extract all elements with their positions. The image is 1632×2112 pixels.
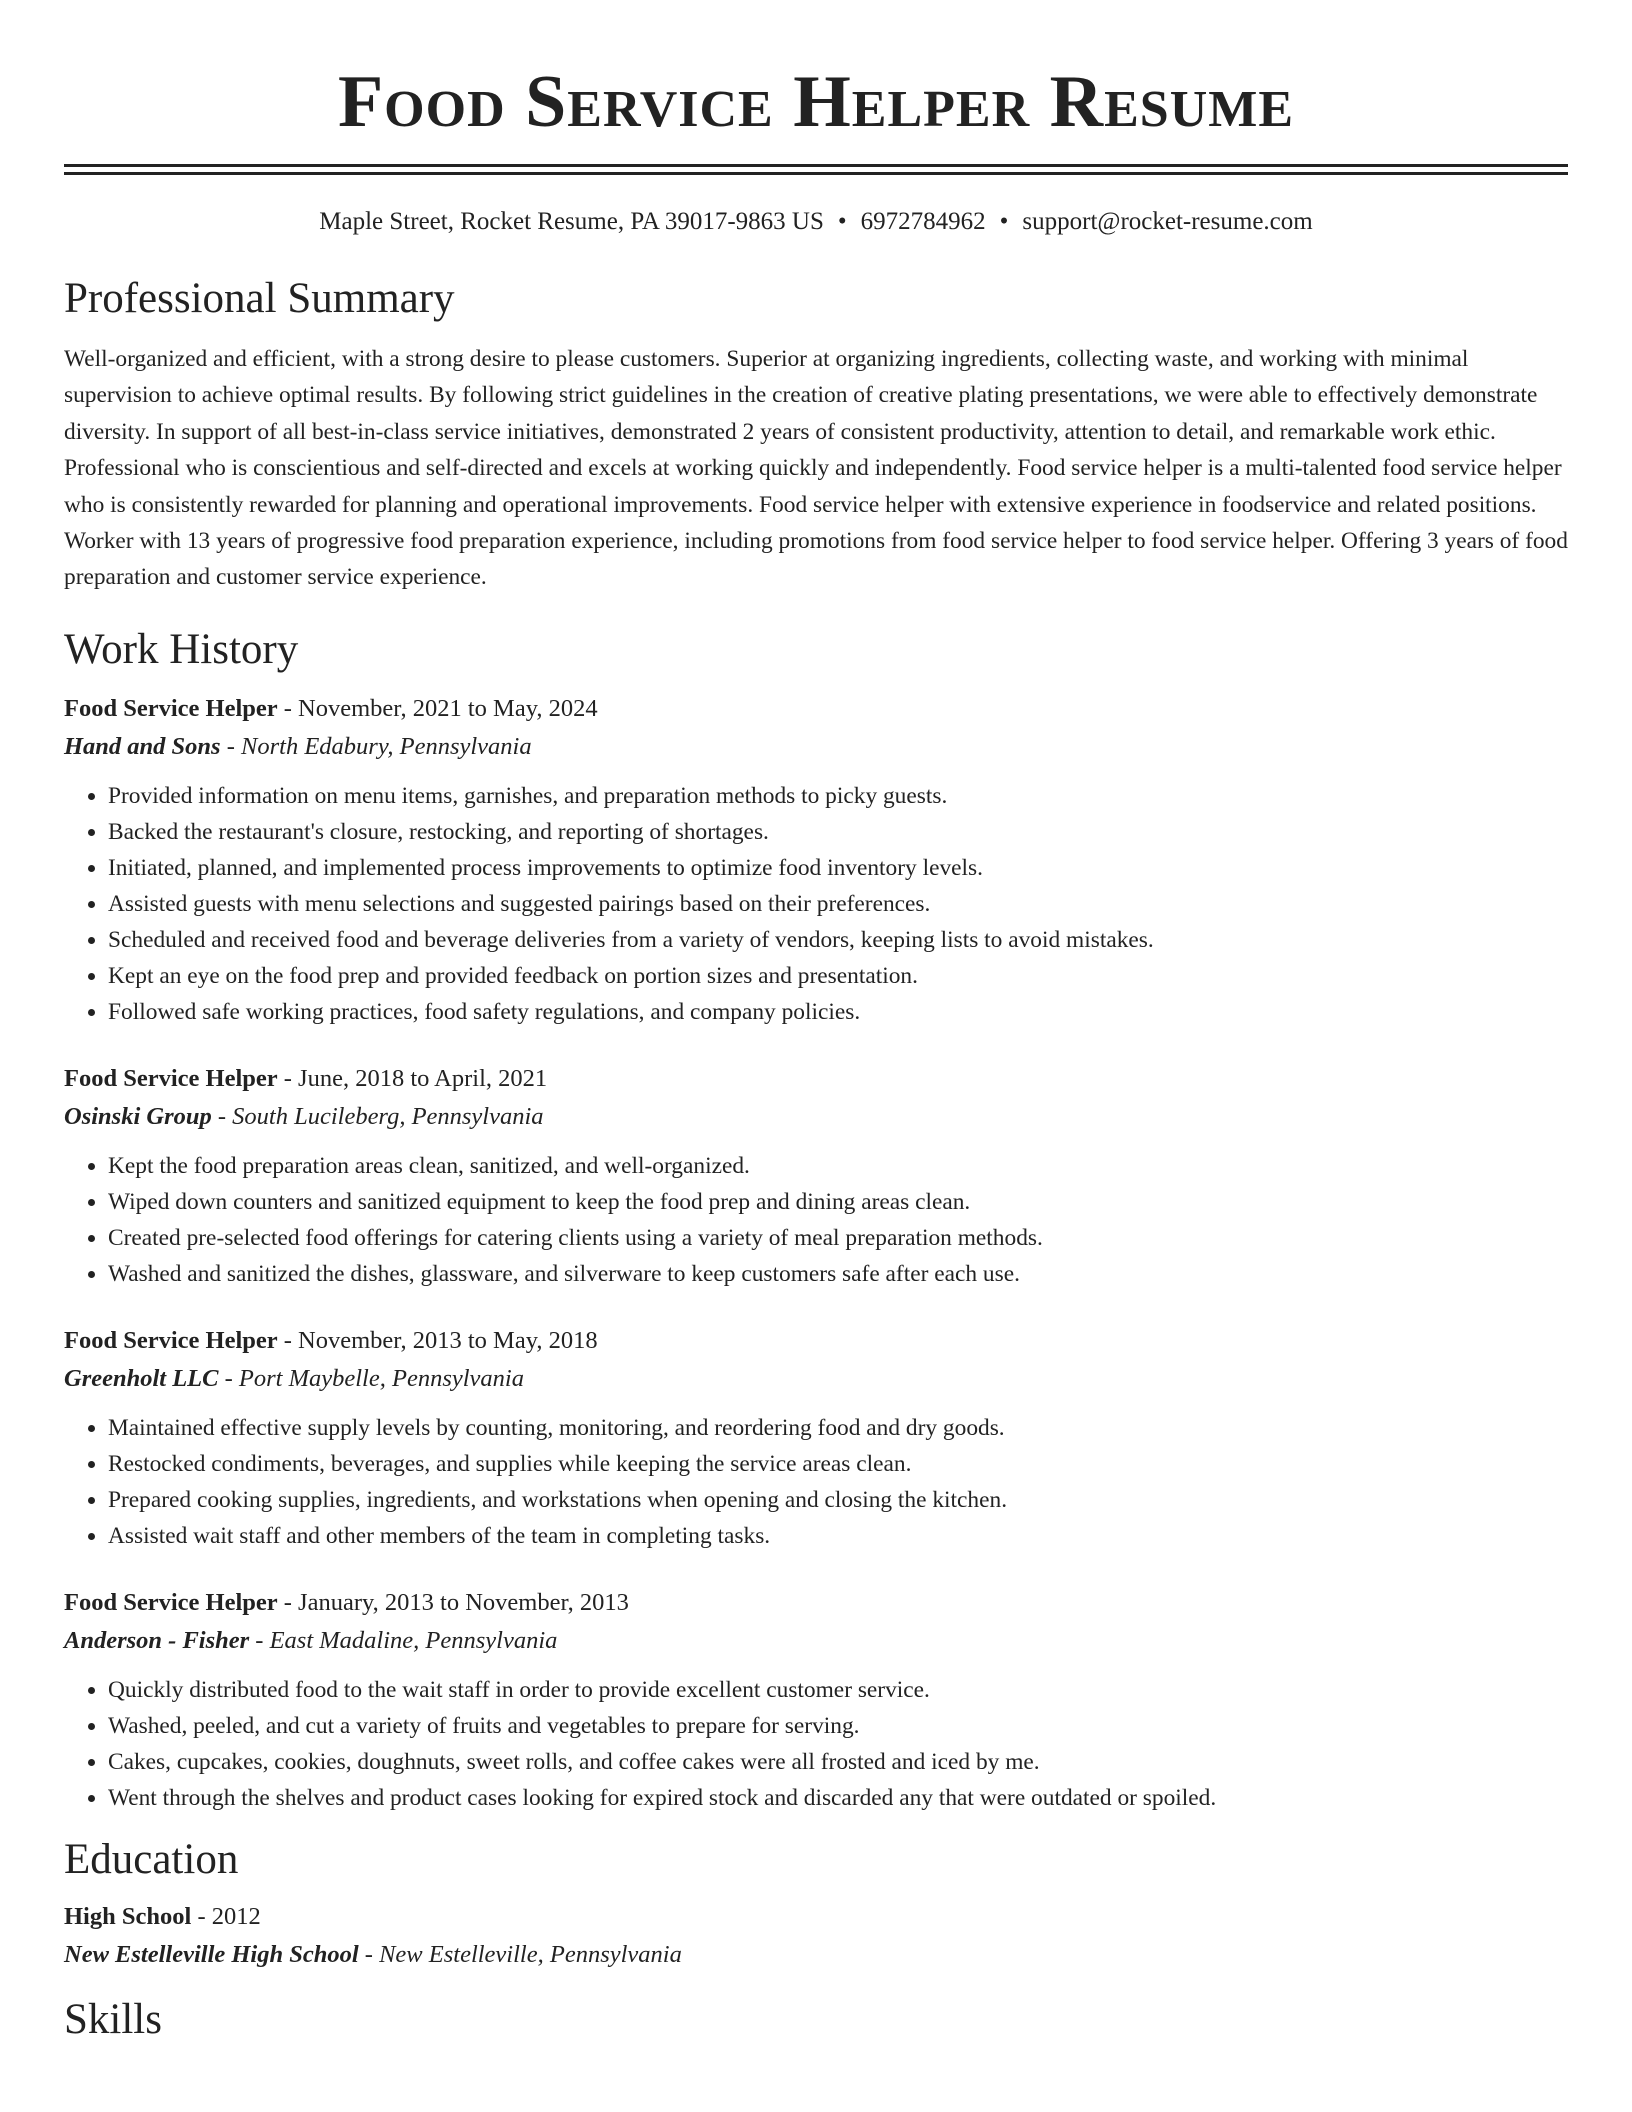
job-title-line [64, 1322, 1568, 1360]
job-bullet: • Maintained effective supply levels by counting, monitoring, and reordering food and dry goods. [108, 1410, 1568, 1446]
job-bullets [64, 1148, 1568, 1292]
job-bullet: • Created pre-selected food offerings for catering clients using a variety of meal preparation methods. [108, 1220, 1568, 1256]
job-location: - South Lucileberg, Pennsylvania [211, 1102, 544, 1130]
education-year: - 2012 [191, 1902, 261, 1930]
job-bullet: • Kept the food preparation areas clean, sanitized, and well-organized. [108, 1148, 1568, 1184]
job-bullet: • Quickly distributed food to the wait staff in order to provide excellent customer service. [108, 1672, 1568, 1708]
resume-page [64, 0, 1568, 2046]
job-company: Osinski Group [64, 1102, 212, 1130]
summary-heading: Professional Summary [64, 275, 455, 322]
contact-address: Maple Street, Rocket Resume, PA 39017-9863 US [319, 208, 824, 235]
job-location: - North Edabury, Pennsylvania [220, 732, 532, 760]
job-bullet: • Provided information on menu items, garnishes, and preparation methods to picky guests. [108, 778, 1568, 814]
job-dates: - November, 2021 to May, 2024 [277, 694, 598, 722]
job-bullet: • Restocked condiments, beverages, and supplies while keeping the service areas clean. [108, 1446, 1568, 1482]
contact-phone: 6972784962 [860, 208, 986, 235]
job-bullet: • Assisted guests with menu selections and suggested pairings based on their preferences. [108, 886, 1568, 922]
skills-heading: Skills [64, 1995, 162, 2043]
job-company-line [64, 728, 1568, 766]
job-bullet: • Washed and sanitized the dishes, glassware, and silverware to keep customers safe after each use. [108, 1256, 1568, 1292]
education-location: - New Estelleville, Pennsylvania [358, 1940, 682, 1968]
job-bullet: • Wiped down counters and sanitized equipment to keep the food prep and dining areas clean. [108, 1184, 1568, 1220]
job-bullet: • Cakes, cupcakes, cookies, doughnuts, sweet rolls, and coffee cakes were all frosted and iced by me. [108, 1744, 1568, 1780]
job-title: Food Service Helper [64, 1064, 278, 1092]
job-company: Anderson - Fisher [64, 1626, 250, 1654]
job-bullet: • Scheduled and received food and beverage deliveries from a variety of vendors, keeping lists to avoid mistakes. [108, 922, 1568, 958]
job-location: - Port Maybelle, Pennsylvania [218, 1364, 524, 1392]
job-title-line [64, 690, 1568, 728]
job-dates: - November, 2013 to May, 2018 [277, 1326, 598, 1354]
job-bullet: • Kept an eye on the food prep and provided feedback on portion sizes and presentation. [108, 958, 1568, 994]
job-location: - East Madaline, Pennsylvania [249, 1626, 558, 1654]
page-title: Food Service Helper Resume [337, 61, 1295, 143]
job-dates: - June, 2018 to April, 2021 [277, 1064, 548, 1092]
title-divider [64, 164, 1568, 175]
job-title: Food Service Helper [64, 694, 278, 722]
job-company-line [64, 1622, 1568, 1660]
summary-text: Well-organized and efficient, with a strong desire to please customers. Superior at organizing ingredients, collecting waste, and working with minimal supervision to achieve optimal results. By following strict guidelines in the creation of creative plating presentations, we were able to effectively demonstrate diversity. In support of all best-in-class service initiatives, demonstrated 2 years of consistent productivity, attention to detail, and remarkable work ethic. Professional who is conscientious and self-directed and excels at working quickly and independently. Food service helper is a multi-talented food service helper who is consistently rewarded for planning and operational improvements. Food service helper with extensive experience in foodservice and related positions. Worker with 13 years of progressive food preparation experience, including promotions from food service helper to food service helper. Offering 3 years of food preparation and customer service experience. [64, 346, 1568, 591]
job-company: Greenholt LLC [64, 1364, 219, 1392]
job-title-line [64, 1584, 1568, 1622]
job-entry [64, 690, 1568, 1030]
job-dates: - January, 2013 to November, 2013 [277, 1588, 629, 1616]
education-degree-line [64, 1898, 1568, 1936]
job-entry [64, 1060, 1568, 1292]
job-entry [64, 1322, 1568, 1554]
work-history-heading: Work History [64, 625, 299, 673]
contact-separator: • [999, 208, 1009, 235]
job-bullets [64, 1672, 1568, 1816]
job-company-line [64, 1098, 1568, 1136]
job-bullet: • Went through the shelves and product cases looking for expired stock and discarded any that were outdated or spoiled. [108, 1780, 1568, 1816]
contact-line [64, 205, 1568, 239]
job-bullet: • Backed the restaurant's closure, restocking, and reporting of shortages. [108, 814, 1568, 850]
job-bullet: • Assisted wait staff and other members of the team in completing tasks. [108, 1518, 1568, 1554]
education-degree: High School [64, 1902, 192, 1930]
job-title: Food Service Helper [64, 1326, 278, 1354]
contact-separator: • [837, 208, 847, 235]
contact-email: support@rocket-resume.com [1022, 208, 1313, 235]
job-company: Hand and Sons [64, 732, 221, 760]
job-bullet: • Followed safe working practices, food safety regulations, and company policies. [108, 994, 1568, 1030]
education-school-line [64, 1936, 1568, 1974]
job-company-line [64, 1360, 1568, 1398]
job-bullets [64, 1410, 1568, 1554]
job-bullets [64, 778, 1568, 1030]
education-school: New Estelleville High School [64, 1940, 359, 1968]
education-entry [64, 1898, 1568, 1974]
job-title-line [64, 1060, 1568, 1098]
education-heading: Education [64, 1835, 239, 1883]
job-bullet: • Prepared cooking supplies, ingredients, and workstations when opening and closing the kitchen. [108, 1482, 1568, 1518]
job-bullet: • Initiated, planned, and implemented process improvements to optimize food inventory levels. [108, 850, 1568, 886]
job-title: Food Service Helper [64, 1588, 278, 1616]
job-entry [64, 1584, 1568, 1816]
job-bullet: • Washed, peeled, and cut a variety of fruits and vegetables to prepare for serving. [108, 1708, 1568, 1744]
